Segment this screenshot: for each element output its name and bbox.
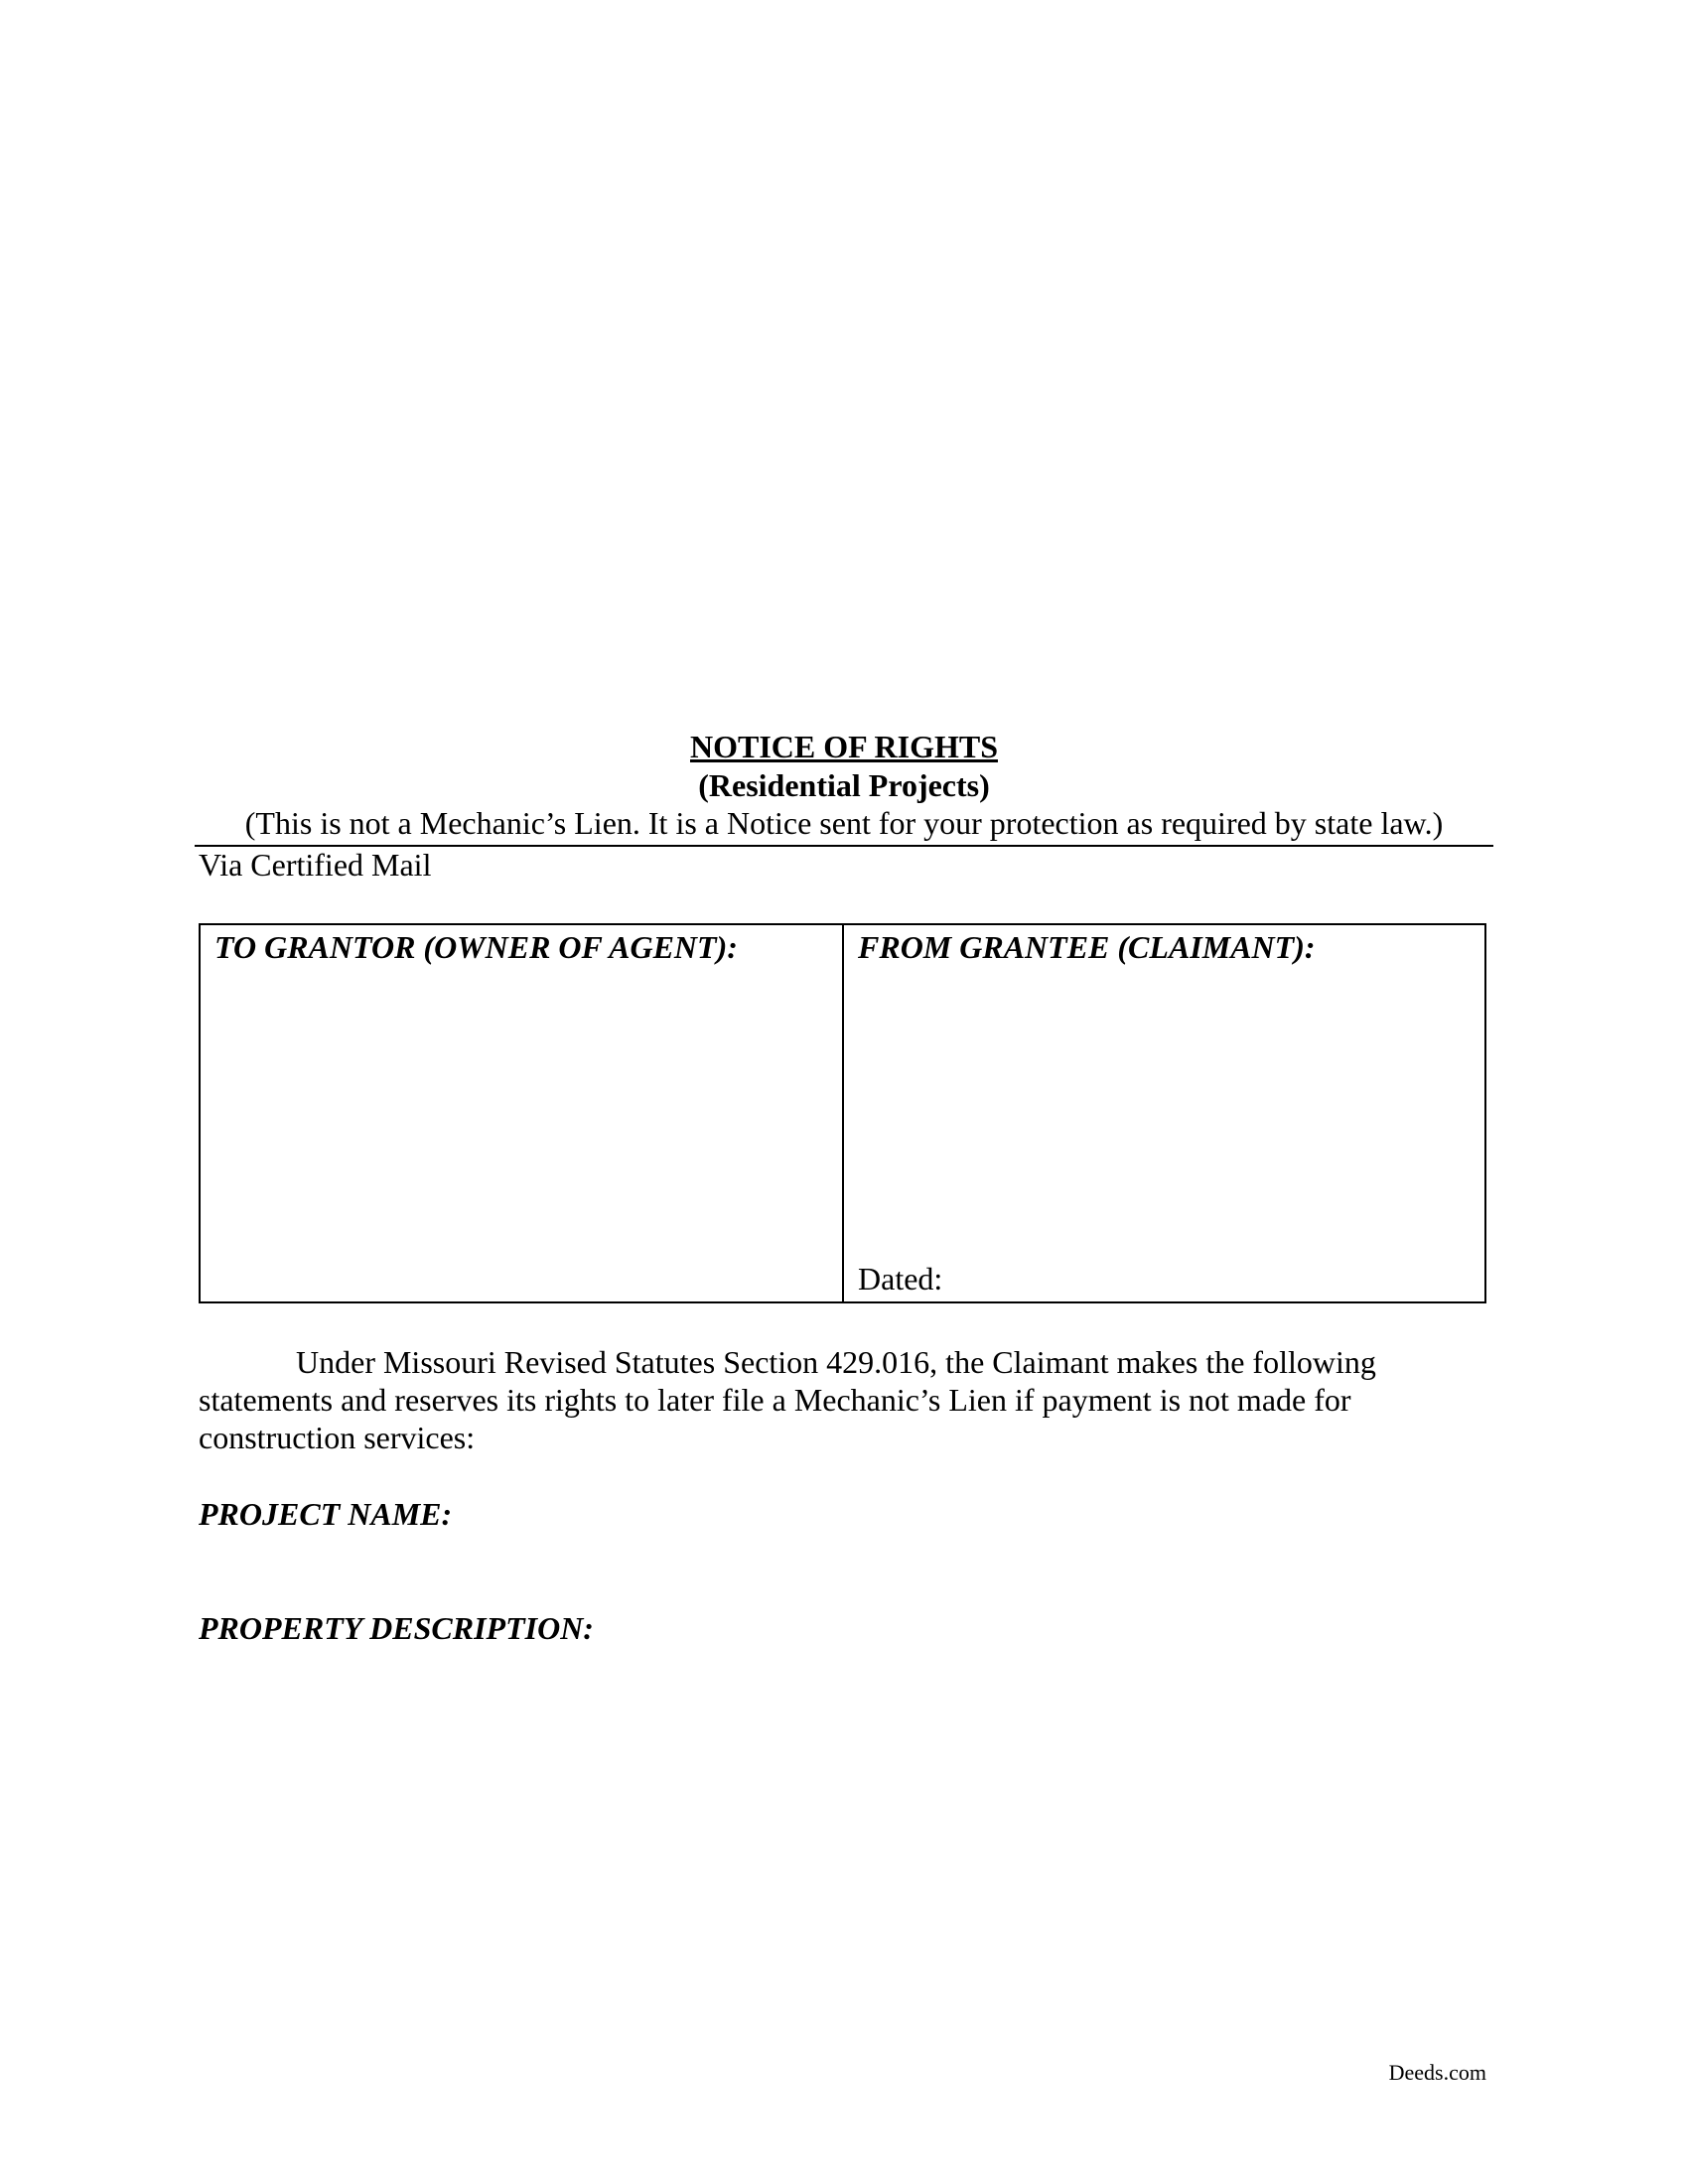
project-name-label: PROJECT NAME:: [199, 1496, 453, 1532]
disclaimer-text: (This is not a Mechanic’s Lien. It is a Notice sent for your protection as required by state law.): [244, 805, 1444, 841]
document-subtitle: (Residential Projects): [698, 767, 990, 803]
delivery-method: Via Certified Mail: [199, 847, 432, 883]
property-description-label: PROPERTY DESCRIPTION:: [199, 1610, 594, 1646]
grantee-label: FROM GRANTEE (CLAIMANT):: [858, 929, 1316, 965]
grantor-label: TO GRANTOR (OWNER OF AGENT):: [214, 929, 738, 965]
footer-source: Deeds.com: [1388, 2060, 1486, 2085]
document-title: NOTICE OF RIGHTS: [690, 729, 998, 764]
dated-label: Dated:: [858, 1261, 943, 1297]
statute-statement: Under Missouri Revised Statutes Section 429.016, the Claimant makes the following statements and reserves its rights to later file a Mechanic’s Lien if payment is not made for construction services:: [199, 1344, 1376, 1455]
party-table: [199, 923, 1486, 1303]
party-table-divider: [842, 925, 844, 1301]
